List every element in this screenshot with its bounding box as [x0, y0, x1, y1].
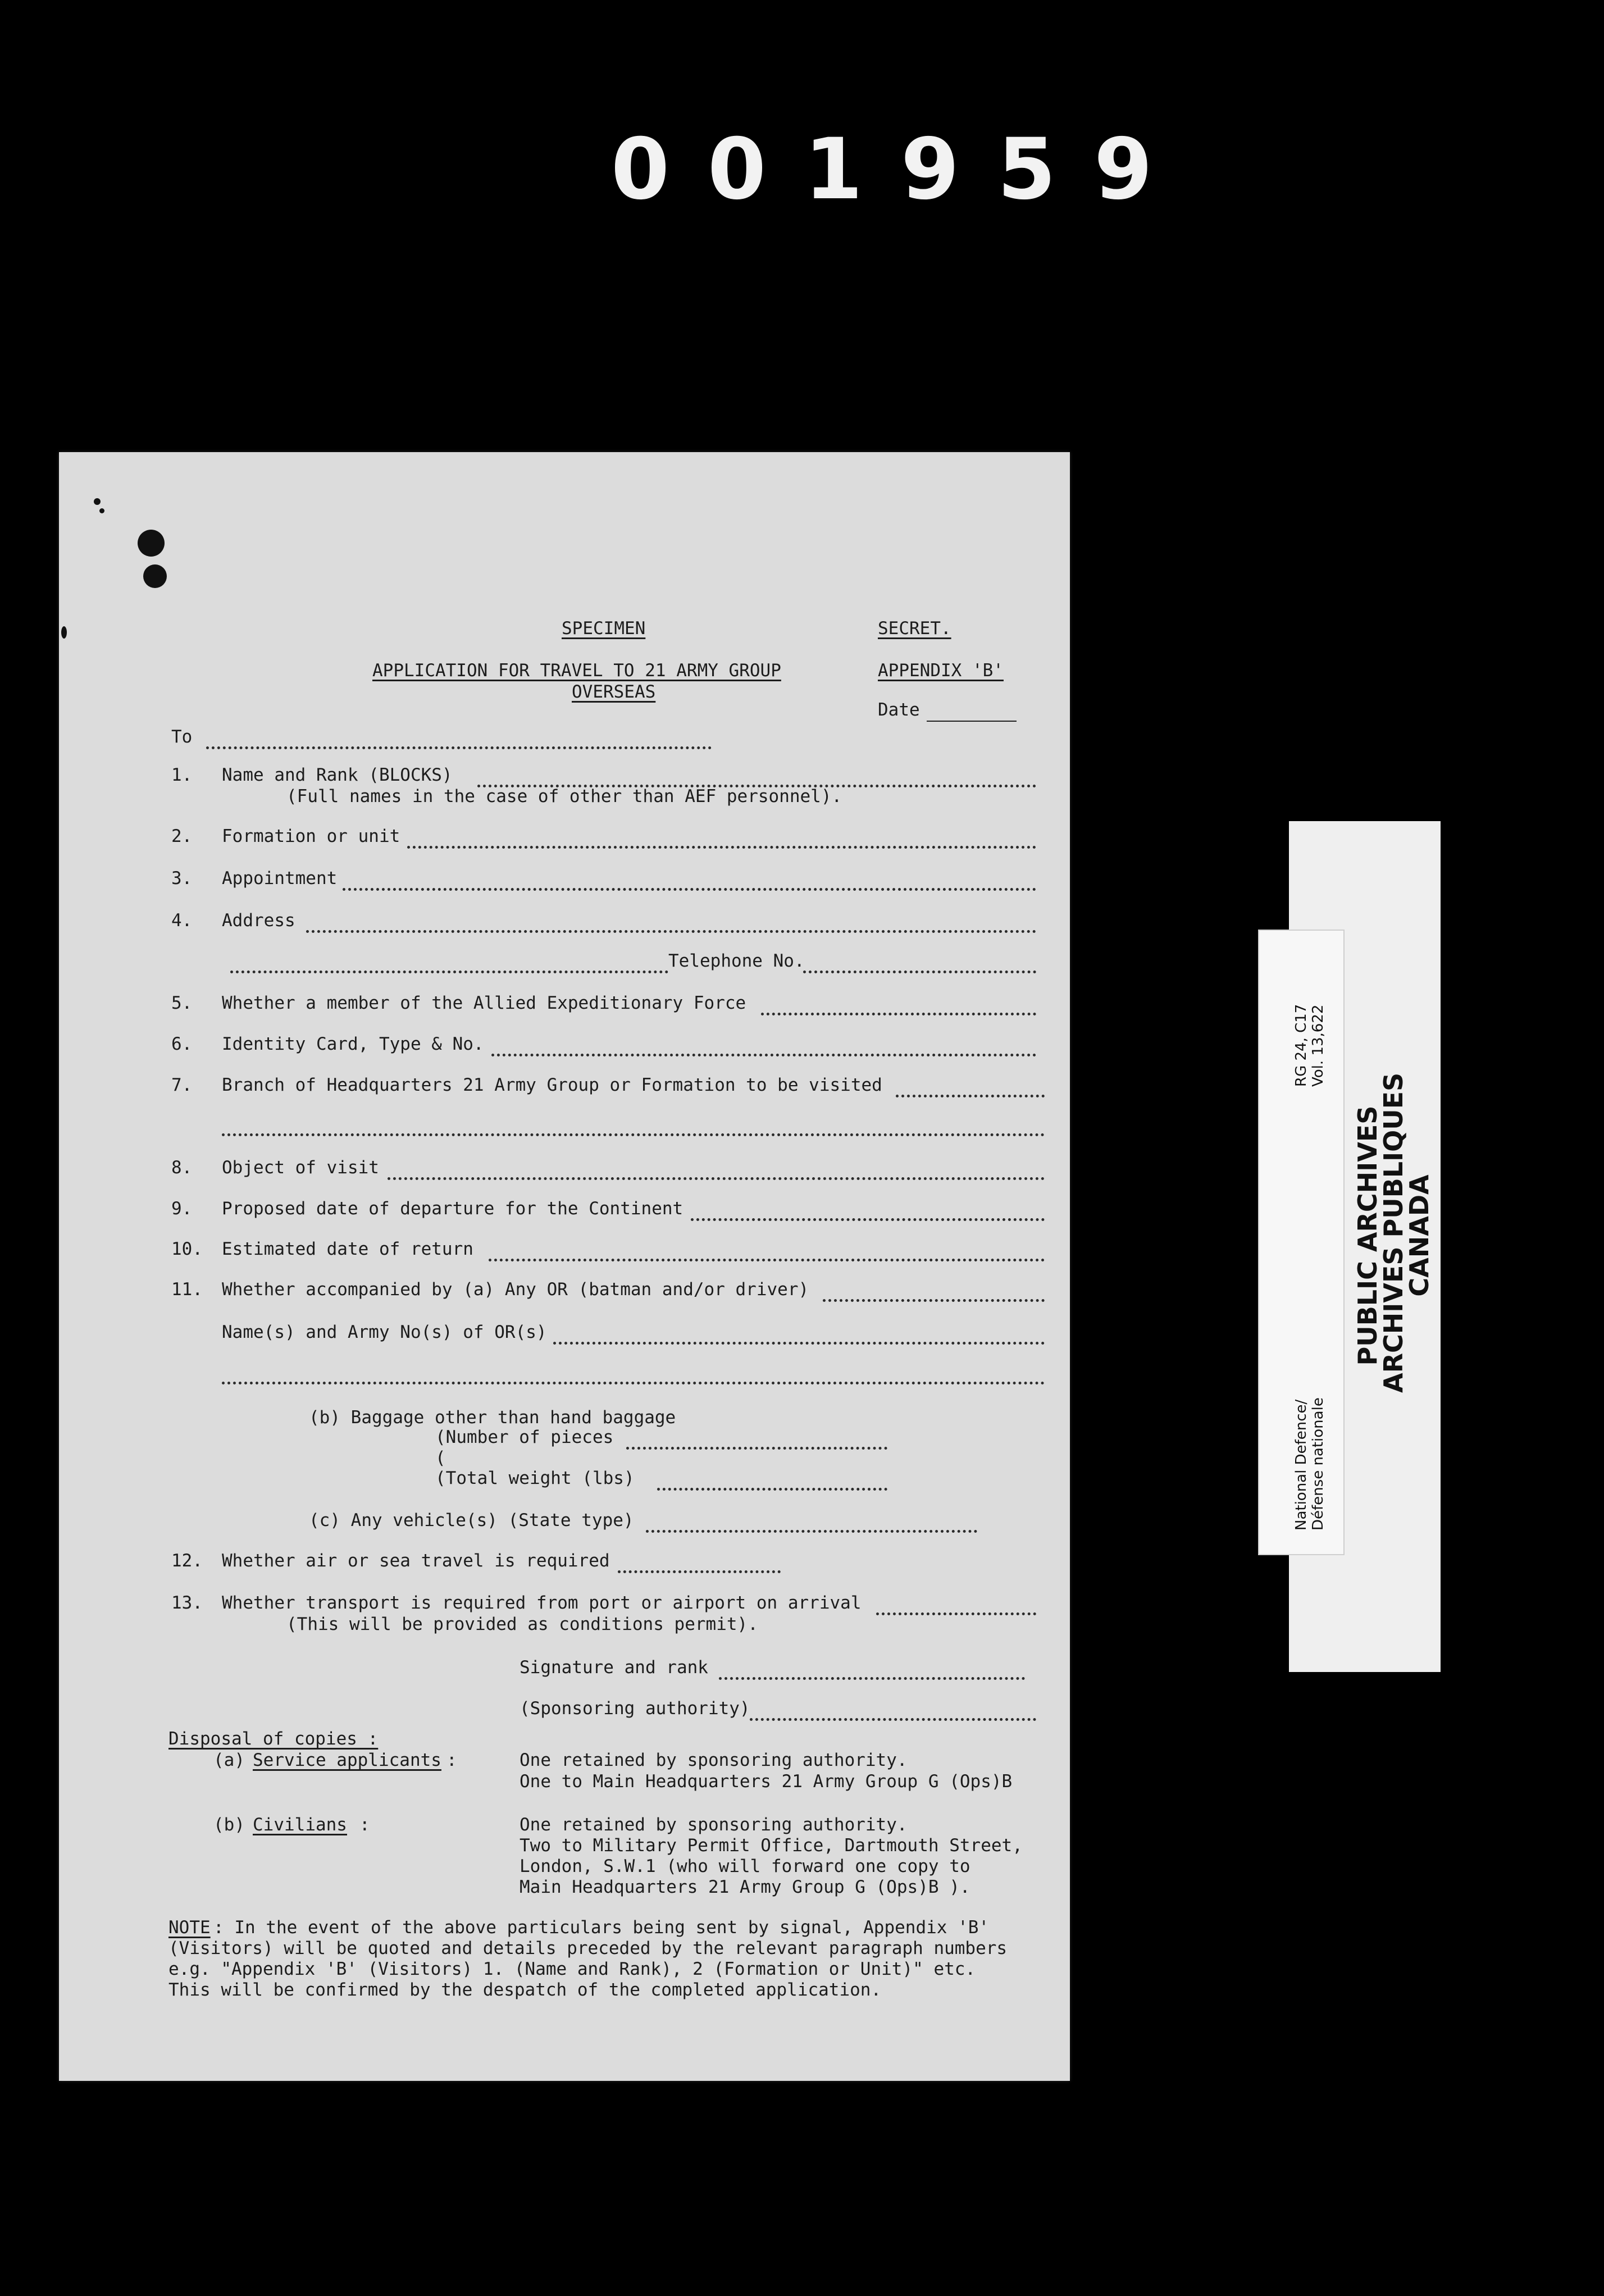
frame-digit: 5 — [997, 121, 1056, 218]
address-field-line2[interactable] — [230, 954, 668, 973]
accompanied-label: Whether accompanied by (a) Any OR (batman and/or driver) — [222, 1279, 809, 1300]
appointment-label: Appointment — [222, 868, 338, 889]
telephone-label: Telephone No. — [668, 951, 805, 971]
formation-label: Formation or unit — [222, 826, 400, 846]
ink-speck — [94, 498, 101, 505]
document-sheet — [59, 452, 1070, 2081]
frame-digit: 0 — [610, 121, 670, 218]
transport-field[interactable] — [876, 1596, 1036, 1615]
ink-speck — [61, 626, 67, 639]
baggage-bracket: ( — [435, 1448, 446, 1468]
or-names-label: Name(s) and Army No(s) of OR(s) — [222, 1322, 547, 1342]
service-copy-line: One retained by sponsoring authority. — [520, 1750, 908, 1770]
frame-digit: 9 — [1093, 121, 1153, 218]
to-field[interactable] — [206, 730, 712, 749]
record-group-line: RG 24, C17 — [1293, 1004, 1310, 1087]
item-number: 4. — [171, 910, 193, 931]
baggage-label: (b) Baggage other than hand baggage — [309, 1407, 676, 1428]
item-number: 12. — [171, 1551, 203, 1571]
transport-label: Whether transport is required from port or airport on arrival — [222, 1593, 862, 1613]
vehicle-field[interactable] — [646, 1513, 977, 1533]
address-field[interactable] — [306, 913, 1036, 933]
note-text: This will be confirmed by the despatch of the completed application. — [168, 1980, 882, 2000]
specimen-heading: SPECIMEN — [562, 618, 646, 639]
frame-number — [607, 121, 1157, 218]
item-number: 13. — [171, 1593, 203, 1613]
secret-marking: SECRET. — [878, 618, 951, 639]
note-text: e.g. "Appendix 'B' (Visitors) 1. (Name and Rank), 2 (Formation or Unit)" etc. — [168, 1959, 976, 1979]
record-group-label — [1293, 941, 1327, 1087]
disposal-heading: Disposal of copies : — [168, 1729, 379, 1749]
departure-date-label: Proposed date of departure for the Continent — [222, 1199, 683, 1219]
disposal-colon: : — [359, 1815, 370, 1835]
department-line: National Defence/ — [1293, 1399, 1310, 1530]
baggage-weight-field[interactable] — [657, 1471, 887, 1491]
vehicle-label: (c) Any vehicle(s) (State type) — [309, 1510, 634, 1530]
aef-member-label: Whether a member of the Allied Expeditionary Force — [222, 993, 746, 1013]
accompanied-field[interactable] — [823, 1282, 1045, 1302]
item-number: 9. — [171, 1199, 193, 1219]
or-names-field[interactable] — [553, 1325, 1045, 1345]
formation-field[interactable] — [407, 829, 1036, 849]
item-number: 10. — [171, 1239, 203, 1259]
disposal-a-prefix: (a) — [213, 1750, 245, 1770]
note-label: NOTE — [168, 1917, 211, 1938]
disposal-colon: : — [446, 1750, 457, 1770]
punch-hole — [138, 530, 165, 557]
department-label — [1293, 1340, 1327, 1530]
civilian-copy-line: Two to Military Permit Office, Dartmouth Street, — [520, 1835, 1023, 1856]
item-number: 11. — [171, 1279, 203, 1300]
branch-visited-field[interactable] — [896, 1078, 1045, 1097]
service-copy-line: One to Main Headquarters 21 Army Group G (Ops)B — [520, 1771, 1013, 1792]
civilian-copy-line: London, S.W.1 (who will forward one copy to — [520, 1856, 970, 1876]
civilians-label: Civilians — [253, 1815, 347, 1835]
name-rank-note: (Full names in the case of other than AEF personnel). — [286, 786, 842, 807]
name-rank-field[interactable] — [477, 768, 1036, 787]
sponsoring-authority-label: (Sponsoring authority) — [520, 1698, 750, 1719]
disposal-b-prefix: (b) — [213, 1815, 245, 1835]
item-number: 1. — [171, 765, 193, 785]
signature-label: Signature and rank — [520, 1657, 708, 1678]
civilian-copy-line: One retained by sponsoring authority. — [520, 1815, 908, 1835]
appendix-marking: APPENDIX 'B' — [878, 660, 1004, 681]
date-line — [927, 721, 1017, 722]
item-number: 6. — [171, 1034, 193, 1054]
name-rank-label: Name and Rank (BLOCKS) — [222, 765, 453, 785]
branch-visited-field-line2[interactable] — [222, 1117, 1045, 1136]
branch-visited-label: Branch of Headquarters 21 Army Group or Formation to be visited — [222, 1075, 882, 1095]
frame-digit: 9 — [900, 121, 960, 218]
volume-line: Vol. 13,622 — [1310, 1004, 1327, 1087]
item-number: 3. — [171, 868, 193, 889]
or-names-field-line2[interactable] — [222, 1365, 1045, 1384]
air-sea-travel-label: Whether air or sea travel is required — [222, 1551, 610, 1571]
identity-card-field[interactable] — [491, 1037, 1036, 1056]
ink-speck — [99, 508, 104, 513]
object-of-visit-field[interactable] — [388, 1160, 1045, 1180]
appointment-field[interactable] — [343, 871, 1036, 891]
baggage-weight-label: (Total weight (lbs) — [435, 1468, 635, 1488]
item-number: 7. — [171, 1075, 193, 1095]
form-title-line2: OVERSEAS — [572, 682, 656, 702]
frame-digit: 0 — [707, 121, 767, 218]
return-date-field[interactable] — [489, 1242, 1045, 1261]
return-date-label: Estimated date of return — [222, 1239, 473, 1259]
telephone-field[interactable] — [803, 954, 1036, 973]
service-applicants-label: Service applicants — [253, 1750, 441, 1770]
aef-member-field[interactable] — [761, 996, 1036, 1015]
signature-field[interactable] — [719, 1660, 1025, 1680]
department-line: Défense nationale — [1310, 1397, 1327, 1530]
item-number: 2. — [171, 826, 193, 846]
transport-note: (This will be provided as conditions permit). — [286, 1614, 758, 1634]
item-number: 5. — [171, 993, 193, 1013]
frame-digit: 1 — [804, 121, 863, 218]
archive-title-line: ARCHIVES PUBLIQUES — [1378, 1072, 1409, 1393]
to-label: To — [171, 727, 193, 747]
identity-card-label: Identity Card, Type & No. — [222, 1034, 484, 1054]
baggage-pieces-label: (Number of pieces — [435, 1427, 614, 1447]
punch-hole — [143, 564, 167, 588]
address-label: Address — [222, 910, 295, 931]
archive-title-line: CANADA — [1404, 1174, 1434, 1297]
object-of-visit-label: Object of visit — [222, 1158, 379, 1178]
form-title: APPLICATION FOR TRAVEL TO 21 ARMY GROUP — [372, 660, 781, 681]
date-label: Date — [878, 700, 920, 720]
departure-date-field[interactable] — [691, 1201, 1045, 1221]
note-text: : In the event of the above particulars being sent by signal, Appendix 'B' — [213, 1917, 990, 1938]
air-sea-travel-field[interactable] — [618, 1554, 781, 1573]
item-number: 8. — [171, 1158, 193, 1178]
civilian-copy-line: Main Headquarters 21 Army Group G (Ops)B ). — [520, 1877, 970, 1897]
note-text: (Visitors) will be quoted and details preceded by the relevant paragraph numbers — [168, 1938, 1008, 1958]
sponsoring-authority-field[interactable] — [750, 1701, 1036, 1721]
archive-title — [1352, 1072, 1434, 1393]
archive-title-line: PUBLIC ARCHIVES — [1352, 1105, 1383, 1366]
baggage-pieces-field[interactable] — [626, 1430, 887, 1450]
